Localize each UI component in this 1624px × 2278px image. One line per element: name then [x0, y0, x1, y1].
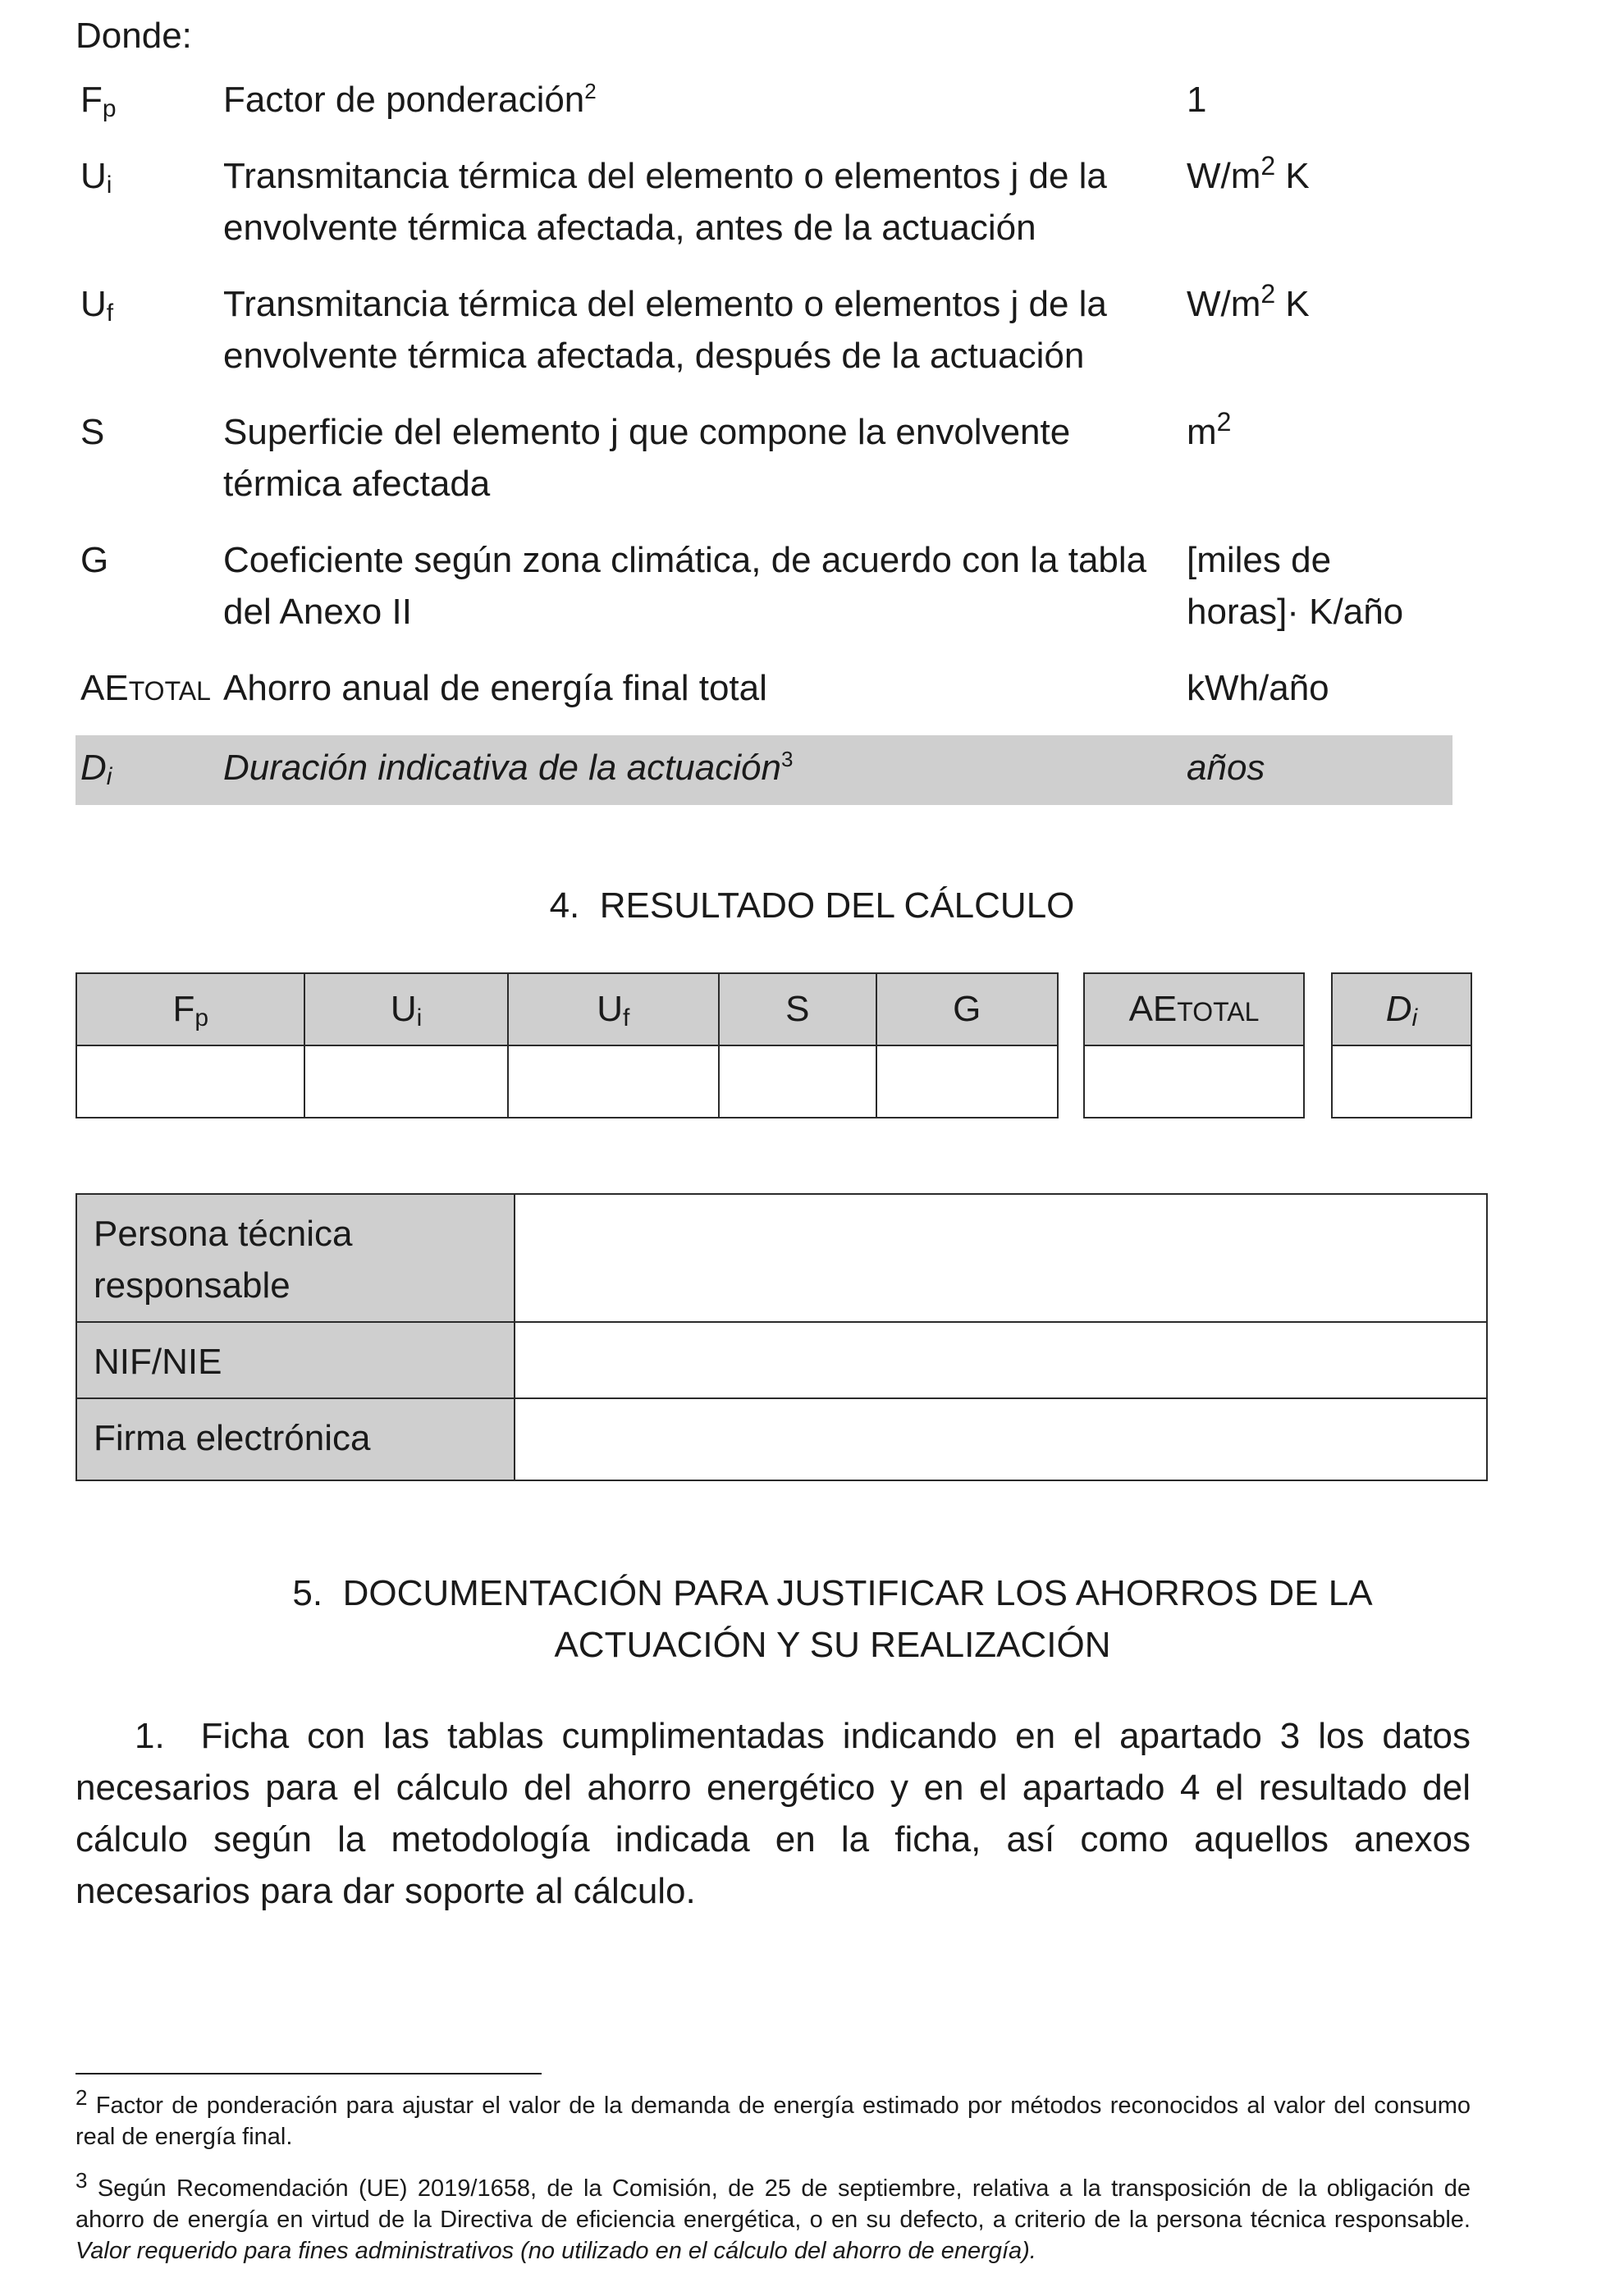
unit: $m^2$ [1187, 407, 1232, 452]
footnote-2: $^2$ Factor de ponderación para ajustar el valor de la demanda de energía estimado por métodos reconocidos al valor del consumo real de energía final. [75, 2085, 1471, 2150]
header-ui: $U_i$ [304, 973, 507, 1045]
label-nif-nie: NIF/NIE [76, 1322, 515, 1398]
unit: 1 [1187, 80, 1207, 120]
symbol: $F_p$ [80, 80, 117, 122]
unit: años [1187, 748, 1265, 788]
definition-row-fp [75, 67, 1452, 144]
value-cell-aetotal[interactable] [1084, 1045, 1304, 1118]
symbol: AETOTAL [80, 668, 211, 708]
value-cell-s[interactable] [719, 1045, 876, 1118]
description: Duración indicativa de la actuación$^3$ [223, 747, 794, 788]
value-cell-uf[interactable] [508, 1045, 719, 1118]
value-cell-di[interactable] [1332, 1045, 1471, 1118]
description: Ahorro anual de energía final total [223, 668, 767, 708]
result-table-di [1331, 972, 1472, 1118]
field-electronic-signature[interactable] [515, 1398, 1487, 1480]
description: Transmitancia térmica del elemento o elementos j de la envolvente térmica afectada, antes de la actuación [223, 156, 1107, 248]
header-g: G [876, 973, 1058, 1045]
symbol: $U_i$ [80, 156, 112, 199]
definition-row-di [75, 735, 1452, 805]
description: Transmitancia térmica del elemento o elementos j de la envolvente térmica afectada, después de la actuación [223, 284, 1107, 376]
definition-row-aetotal [75, 656, 1452, 735]
header-di: $D_i$ [1332, 973, 1471, 1045]
label-electronic-signature: Firma electrónica [76, 1398, 515, 1480]
symbol: G [80, 540, 109, 580]
definition-row-g [75, 528, 1452, 656]
header-s: S [719, 973, 876, 1045]
intro-text: Donde: [75, 16, 192, 56]
symbol: S [80, 412, 105, 452]
definition-row-ui [75, 144, 1452, 272]
section-5-item-1: 1. Ficha con las tablas cumplimentadas indicando en el apartado 3 los datos necesarios para el cálculo del ahorro energético y en el apartado 4 el resultado del cálculo según la metodología indicada en la ficha, así como aquellos anexos necesarios para dar soporte al cálculo. [75, 1716, 1471, 1911]
definition-row-uf [75, 272, 1452, 400]
unit: kWh/año [1187, 668, 1329, 708]
definitions-table [75, 67, 1452, 805]
unit: $W/m^2$ K [1187, 151, 1310, 196]
footnote-separator [75, 2073, 542, 2074]
unit: $W/m^2$ K [1187, 279, 1310, 324]
description: Factor de ponderación$^2$ [223, 79, 597, 120]
section-5-heading: 5. DOCUMENTACIÓN PARA JUSTIFICAR LOS AHORROS DE LA ACTUACIÓN Y SU REALIZACIÓN [292, 1573, 1373, 1665]
definition-row-s [75, 400, 1452, 528]
section-4-heading: 4. RESULTADO DEL CÁLCULO [549, 885, 1075, 926]
value-cell-ui[interactable] [304, 1045, 507, 1118]
field-nif-nie[interactable] [515, 1322, 1487, 1398]
header-uf: $U_f$ [508, 973, 719, 1045]
description: Superficie del elemento j que compone la envolvente térmica afectada [223, 412, 1071, 504]
label-responsible-technician: Persona técnica responsable [76, 1194, 515, 1322]
value-cell-g[interactable] [876, 1045, 1058, 1118]
field-responsible-technician[interactable] [515, 1194, 1487, 1322]
header-fp: $F_p$ [76, 973, 304, 1045]
unit: [miles de horas]· K/año [1187, 540, 1404, 632]
header-aetotal: AETOTAL [1084, 973, 1304, 1045]
description: Coeficiente según zona climática, de acuerdo con la tabla del Anexo II [223, 540, 1147, 632]
signature-table [75, 1193, 1488, 1481]
symbol: $D_i$ [80, 748, 112, 790]
result-table-main [75, 972, 1059, 1118]
footnote-3: $^3$ Según Recomendación (UE) 2019/1658, de la Comisión, de 25 de septiembre, relativa a la transposición de la obligación de ahorro de energía en virtud de la Directiva de eficiencia energética, o en su defecto, a criterio de la persona técnica responsable. Valor requerido para fines administrativos (no utilizado en el cálculo del ahorro de energía). [75, 2168, 1471, 2264]
value-cell-fp[interactable] [76, 1045, 304, 1118]
symbol: $U_f$ [80, 284, 114, 327]
result-table-aetotal [1083, 972, 1305, 1118]
